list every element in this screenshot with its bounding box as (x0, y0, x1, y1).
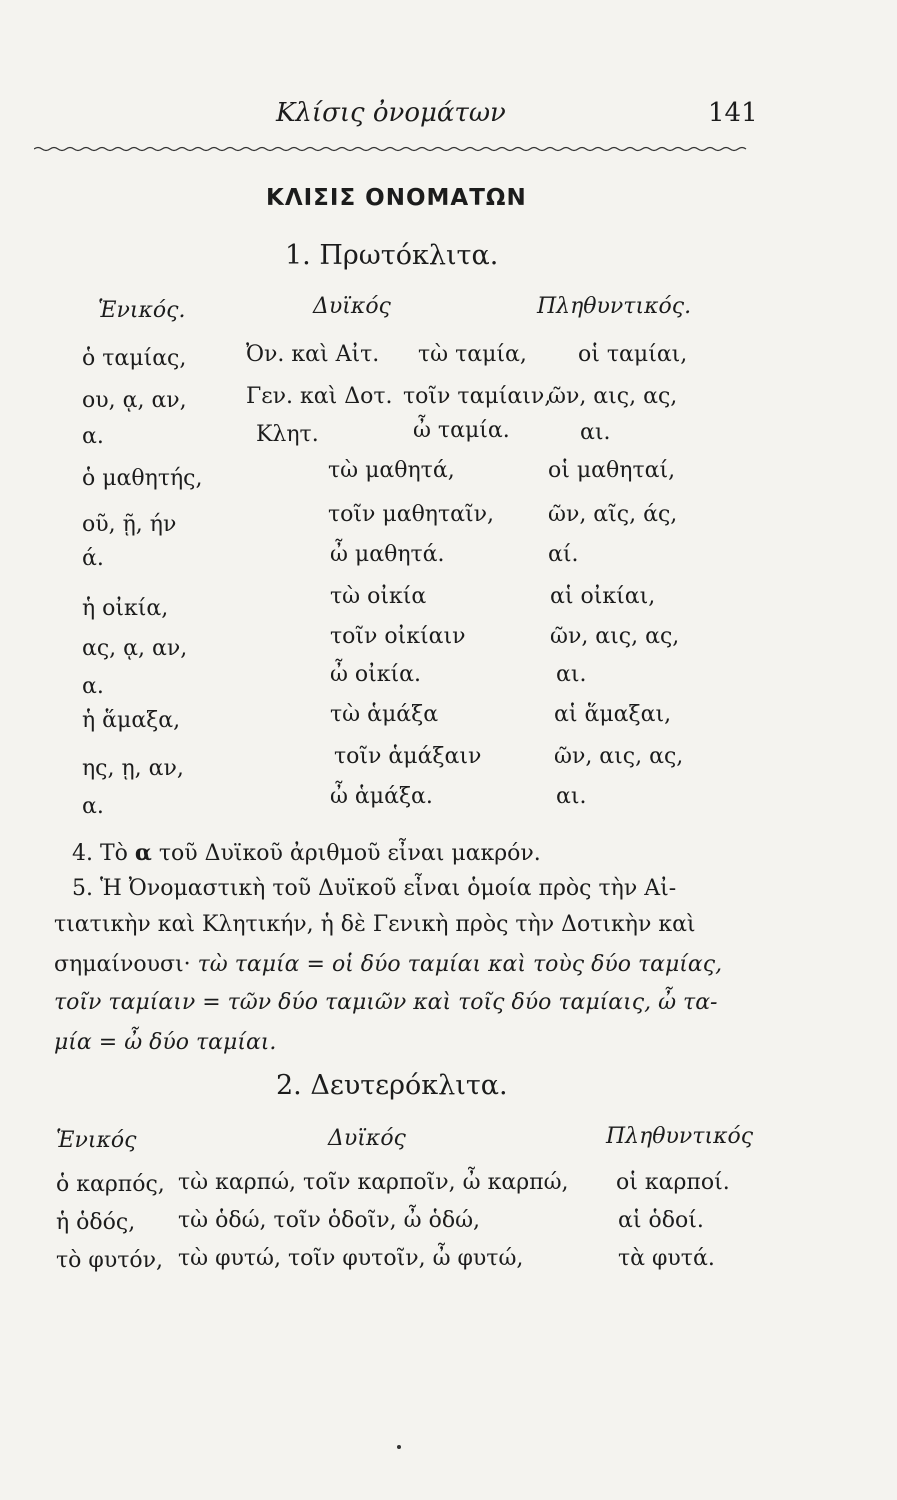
section2-header-singular: Ἑνικός (56, 1128, 137, 1153)
section1-header-plural: Πληθυντικός. (537, 294, 692, 319)
s2-row1-singular: ἡ ὁδός, (56, 1210, 136, 1235)
section2-header-plural: Πληθυντικός (606, 1124, 754, 1149)
decorative-rule (34, 146, 750, 152)
s1-row10-plural: ῶν, αις, ας, (554, 744, 684, 769)
s1-row3-dual: τὼ μαθητά, (328, 458, 455, 483)
s1-row6-dual: τὼ οἰκία (330, 584, 427, 609)
s1-row5-dual: ὦ μαθητά. (330, 542, 445, 567)
s1-row0-plural: οἱ ταμίαι, (578, 342, 688, 367)
s1-row7-dual: τοῖν οἰκίαιν (330, 624, 466, 649)
s1-row3-singular: ὁ μαθητής, (82, 466, 203, 491)
s1-row3-plural: οἱ μαθηταί, (548, 458, 676, 483)
s1-row5-singular: ά. (82, 546, 104, 571)
s2-row2-singular: τὸ φυτόν, (56, 1248, 163, 1273)
section2-title: 2. Δευτερόκλιτα. (276, 1070, 508, 1101)
s1-row4-singular: οῦ, ῇ, ήν (82, 512, 177, 537)
s1-row2-dual: ὦ ταμία. (413, 418, 510, 443)
section1-header-singular: Ἑνικός. (98, 298, 186, 323)
s1-row6-singular: ἡ οἰκία, (82, 596, 169, 621)
section2-header-dual: Δυϊκός (328, 1126, 406, 1151)
s1-row8-dual: ὦ οἰκία. (330, 662, 422, 687)
s1-row8-plural: αι. (556, 662, 587, 687)
main-title: ΚΛΙΣΙΣ ΟΝΟΜΑΤΩΝ (266, 185, 527, 211)
s1-row7-plural: ῶν, αις, ας, (550, 624, 680, 649)
s1-row7-singular: ας, ᾳ, αν, (82, 636, 188, 661)
note5-line3 (54, 952, 722, 977)
note5-line4: τοῖν ταμίαιν = τῶν δύο ταμιῶν καὶ τοῖς δύο ταμίαις, ὦ τα- (54, 990, 718, 1015)
s1-row10-dual: τοῖν ἁμάξαιν (334, 744, 482, 769)
section1-header-dual: Δυϊκός (313, 294, 391, 319)
note5-line3-example: τὼ ταμία = οἱ δύο ταμίαι καὶ τοὺς δύο ταμίας, (197, 952, 723, 977)
s2-row1-dual: τὼ ὁδώ, τοῖν ὁδοῖν, ὦ ὁδώ, (178, 1208, 481, 1233)
s2-row0-singular: ὁ καρπός, (56, 1172, 165, 1197)
s2-row1-plural: αἱ ὁδοί. (618, 1208, 704, 1233)
ink-speck (397, 1445, 401, 1449)
s1-row1-case: Γεν. καὶ Δοτ. (246, 384, 393, 409)
s1-row2-case: Κλητ. (256, 422, 319, 447)
s1-row4-plural: ῶν, αῖς, άς, (548, 502, 678, 527)
s1-row9-singular: ἡ ἅμαξα, (82, 708, 181, 733)
s2-row2-plural: τὰ φυτά. (618, 1246, 715, 1271)
s1-row1-singular: ου, ᾳ, αν, (82, 388, 187, 413)
s1-row2-plural: αι. (580, 420, 611, 445)
note5-line3-lead: σημαίνουσι· (54, 952, 191, 977)
s2-row0-dual: τὼ καρπώ, τοῖν καρποῖν, ὦ καρπώ, (178, 1170, 569, 1195)
s1-row0-singular: ὁ ταμίας, (82, 346, 187, 371)
s1-row9-plural: αἱ ἅμαξαι, (554, 702, 672, 727)
s1-row10-singular: ης, ῃ, αν, (82, 756, 184, 781)
s1-row0-case: Ὀν. καὶ Αἰτ. (246, 342, 380, 367)
note4-alpha: α (134, 840, 152, 866)
s1-row2-singular: α. (82, 424, 104, 449)
s2-row0-plural: οἱ καρποί. (616, 1170, 730, 1195)
running-title: Κλίσις ὀνομάτων (276, 98, 506, 128)
s1-row6-plural: αἱ οἰκίαι, (550, 584, 656, 609)
note5-line5: μία = ὦ δύο ταμίαι. (54, 1030, 277, 1055)
page-number: 141 (708, 98, 758, 128)
s2-row2-dual: τὼ φυτώ, τοῖν φυτοῖν, ὦ φυτώ, (178, 1246, 524, 1271)
s1-row1-plural: ῶν, αις, ας, (548, 384, 678, 409)
s1-row11-plural: αι. (556, 784, 587, 809)
s1-row9-dual: τὼ ἁμάξα (330, 702, 439, 727)
note5-line1: 5. Ἡ Ὀνομαστικὴ τοῦ Δυϊκοῦ εἶναι ὁμοία πρὸς τὴν Αἰ- (72, 876, 677, 901)
s1-row0-dual: τὼ ταμία, (418, 342, 527, 367)
section1-title: 1. Πρωτόκλιτα. (285, 240, 499, 271)
s1-row4-dual: τοῖν μαθηταῖν, (328, 502, 495, 527)
s1-row11-singular: α. (82, 794, 104, 819)
s1-row11-dual: ὦ ἁμάξα. (330, 784, 433, 809)
note4-start: 4. Τὸ (72, 841, 128, 866)
s1-row1-dual: τοῖν ταμίαιν, (403, 384, 552, 409)
note4-end: τοῦ Δυϊκοῦ ἀριθμοῦ εἶναι μακρόν. (158, 841, 541, 866)
note4 (72, 840, 541, 866)
s1-row8-singular: α. (82, 674, 104, 699)
s1-row5-plural: αί. (548, 542, 579, 567)
note5-line2: τιατικὴν καὶ Κλητικήν, ἡ δὲ Γενικὴ πρὸς τὴν Δοτικὴν καὶ (54, 912, 696, 937)
